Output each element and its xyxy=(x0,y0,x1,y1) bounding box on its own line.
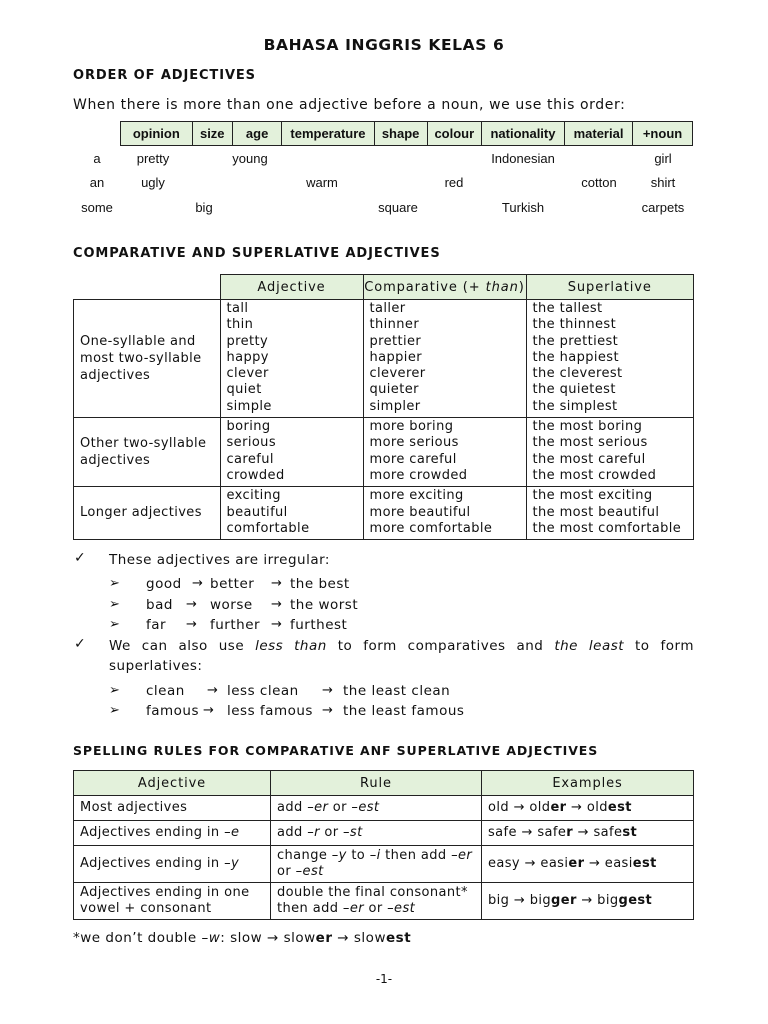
example-suffix: er xyxy=(550,799,567,815)
arrow-icon: → xyxy=(271,617,282,632)
example-suffix: est xyxy=(607,799,632,815)
comparative-word: more beautiful xyxy=(369,504,471,520)
adjective-word: simple xyxy=(226,398,272,414)
superlative-word: the simplest xyxy=(532,398,618,414)
adjective-text: Adjectives ending in xyxy=(80,824,225,840)
comparative-word: more careful xyxy=(369,451,457,467)
comparative-group-row xyxy=(74,418,694,487)
comparative-word: quieter xyxy=(369,382,419,398)
adjective-word: boring xyxy=(226,419,271,435)
arrow-icon: → xyxy=(271,576,282,591)
rule-text: then add xyxy=(277,901,343,916)
spelling-adjective xyxy=(74,821,271,846)
rule-text: then add xyxy=(380,847,452,863)
adjective-word: exciting xyxy=(226,488,281,504)
rule-text: or xyxy=(363,901,388,916)
example-suffix: ger xyxy=(551,892,577,908)
rule-text: double the final consonant* xyxy=(277,884,468,900)
arrow-icon: → xyxy=(581,892,593,908)
rule-text: or xyxy=(328,799,352,815)
example-word: some xyxy=(81,200,113,215)
comparative-word: prettier xyxy=(369,333,422,349)
order-col-shape: shape xyxy=(374,122,427,146)
example-word: cotton xyxy=(581,175,617,190)
comparative-word: thinner xyxy=(369,317,420,333)
rule-italic: –est xyxy=(351,799,380,815)
spelling-table xyxy=(73,770,694,920)
comparative-header-row xyxy=(74,275,694,300)
rule-text: add xyxy=(277,799,308,815)
arrow-icon: → xyxy=(186,617,197,632)
superlative-word: the happiest xyxy=(532,349,619,365)
irregular-base: far xyxy=(146,617,167,633)
spelling-example xyxy=(482,846,694,883)
superlative-word: the most beautiful xyxy=(532,504,660,520)
example-suffix: est xyxy=(632,855,657,871)
example-suffix: st xyxy=(622,824,638,840)
example-superlative: big xyxy=(597,892,619,908)
adjective-word: thin xyxy=(226,317,254,333)
arrow-icon: → xyxy=(203,703,214,718)
spelling-row xyxy=(74,883,694,920)
superlative-word: the most exciting xyxy=(532,488,653,504)
order-col-material: material xyxy=(565,122,633,146)
rule-text: or xyxy=(277,864,296,879)
footnote-text: slow xyxy=(278,930,316,946)
group-category: Longer adjectives xyxy=(74,487,221,540)
rule-italic: –i xyxy=(369,847,381,863)
rule-text: add xyxy=(277,824,308,840)
arrow-icon: → xyxy=(521,824,533,840)
spelling-row xyxy=(74,796,694,821)
comparative-group-row xyxy=(74,487,694,540)
rule-italic: –st xyxy=(343,824,363,840)
checkmark-icon: ✓ xyxy=(74,550,86,566)
superlative-word: the most boring xyxy=(532,419,643,435)
order-header-row xyxy=(121,122,693,146)
group-category: Other two-syllable adjectives xyxy=(74,418,221,487)
footnote-text: *we don’t double xyxy=(73,930,202,946)
arrow-icon: → xyxy=(322,703,333,718)
arrow-icon: → xyxy=(571,799,583,815)
superlative-cell xyxy=(526,300,694,418)
example-word: carpets xyxy=(641,200,685,215)
adjective-cell xyxy=(220,300,363,418)
example-word: shirt xyxy=(650,175,676,190)
spelling-rule xyxy=(271,796,482,821)
arrow-icon: → xyxy=(577,824,589,840)
example-base: safe xyxy=(488,824,517,840)
adjective-word: tall xyxy=(226,301,249,316)
example-word: Indonesian xyxy=(491,151,555,166)
spelling-rule xyxy=(271,883,482,920)
adjective-text: Adjectives ending in one xyxy=(80,884,250,900)
comparative-word: more boring xyxy=(369,419,454,435)
header-comparative xyxy=(363,275,526,300)
arrow-icon: → xyxy=(524,855,536,871)
adjective-word: comfortable xyxy=(226,520,310,536)
example-comparative: easi xyxy=(540,855,569,871)
header-comparative-prefix: Comparative (+ xyxy=(364,279,486,295)
adjective-word: crowded xyxy=(226,467,285,483)
blank-header-cell xyxy=(74,275,221,300)
spelling-header-row xyxy=(74,771,694,796)
comparative-word: happier xyxy=(369,349,422,365)
rule-italic: –r xyxy=(307,824,320,840)
adjective-word: careful xyxy=(226,451,274,467)
comparative-word: cleverer xyxy=(369,366,426,382)
adjective-text: Adjectives ending in xyxy=(80,855,225,871)
checkmark-icon: ✓ xyxy=(74,636,86,652)
spelling-header-rule: Rule xyxy=(271,771,482,796)
example-word: warm xyxy=(306,175,338,190)
irregular-comparative: better xyxy=(210,576,255,592)
arrow-icon: → xyxy=(513,892,526,908)
superlative-word: the tallest xyxy=(532,301,603,316)
irregular-superlative: the worst xyxy=(290,597,359,613)
comparative-table xyxy=(73,274,694,540)
irregular-base: bad xyxy=(146,597,173,613)
spelling-adjective xyxy=(74,846,271,883)
bullet-arrow-icon: ➢ xyxy=(109,576,120,591)
rule-text: or xyxy=(319,824,344,840)
less-base: clean xyxy=(146,683,185,699)
comparative-heading: COMPARATIVE AND SUPERLATIVE ADJECTIVES xyxy=(73,246,441,261)
order-heading: ORDER OF ADJECTIVES xyxy=(73,68,256,83)
superlative-word: the quietest xyxy=(532,382,616,398)
header-comparative-suffix: ) xyxy=(518,279,525,295)
superlative-word: the thinnest xyxy=(532,317,617,333)
example-word: big xyxy=(195,200,213,215)
order-col-size: size xyxy=(192,122,232,146)
arrow-icon: → xyxy=(192,576,203,591)
header-comparative-than: than xyxy=(485,279,519,295)
example-comparative: big xyxy=(529,892,552,908)
spelling-row xyxy=(74,846,694,883)
group-category: One-syllable and most two-syllable adjectives xyxy=(74,300,221,418)
bullet-arrow-icon: ➢ xyxy=(109,703,120,718)
comparative-word: taller xyxy=(369,301,406,316)
example-base: old xyxy=(488,799,510,815)
arrow-icon: → xyxy=(207,683,218,698)
page-title: BAHASA INGGRIS KELAS 6 xyxy=(263,36,505,54)
less-than-paragraph xyxy=(109,636,694,676)
adjective-word: clever xyxy=(226,366,269,382)
footnote-suffix: er xyxy=(315,930,333,946)
spelling-row xyxy=(74,821,694,846)
order-col-colour: colour xyxy=(427,122,481,146)
adjective-text: vowel + consonant xyxy=(80,901,212,916)
arrow-icon: → xyxy=(322,683,333,698)
comparative-group-row xyxy=(74,300,694,418)
rule-italic: –er xyxy=(307,799,329,815)
order-col-temperature: temperature xyxy=(282,122,374,146)
arrow-icon: → xyxy=(186,597,197,612)
comparative-word: more exciting xyxy=(369,488,464,504)
comparative-word: simpler xyxy=(369,398,421,414)
bullet-arrow-icon: ➢ xyxy=(109,617,120,632)
footnote xyxy=(73,930,411,946)
less-superlative: the least famous xyxy=(343,703,465,719)
order-col-nationality: nationality xyxy=(481,122,564,146)
comparative-cell xyxy=(363,487,526,540)
less-comparative: less clean xyxy=(227,683,299,699)
rule-italic: –er xyxy=(342,901,364,916)
irregular-comparative: worse xyxy=(210,597,253,613)
bullet-arrow-icon: ➢ xyxy=(109,597,120,612)
less-text-part: to form superlatives: xyxy=(109,638,694,674)
example-suffix: r xyxy=(566,824,574,840)
order-col-opinion: opinion xyxy=(121,122,193,146)
example-word: red xyxy=(444,175,464,190)
superlative-word: the most careful xyxy=(532,451,646,467)
arrow-icon: → xyxy=(266,930,279,946)
header-adjective: Adjective xyxy=(220,275,363,300)
example-suffix: gest xyxy=(618,892,653,908)
arrow-icon: → xyxy=(271,597,282,612)
example-base: easy xyxy=(488,855,521,871)
rule-text: to xyxy=(346,847,370,863)
example-word: Turkish xyxy=(501,200,545,215)
spelling-example xyxy=(482,883,694,920)
arrow-icon: → xyxy=(513,799,525,815)
superlative-word: the most comfortable xyxy=(532,520,682,536)
adjective-italic: –e xyxy=(224,824,240,840)
irregular-base: good xyxy=(146,576,182,592)
comparative-word: more serious xyxy=(369,435,459,451)
footnote-text: slow xyxy=(349,930,386,946)
adjective-word: beautiful xyxy=(226,504,288,520)
arrow-icon: → xyxy=(588,855,601,871)
less-text-part: to form comparatives and xyxy=(326,638,555,654)
less-text-italic: the least xyxy=(554,638,625,654)
example-word: a xyxy=(93,151,101,166)
example-word: ugly xyxy=(141,175,165,190)
rule-text: change xyxy=(277,847,332,863)
adjective-text: Most adjectives xyxy=(80,799,188,815)
adjective-cell xyxy=(220,418,363,487)
spelling-rule xyxy=(271,846,482,883)
superlative-word: the most crowded xyxy=(532,467,657,483)
spelling-rule xyxy=(271,821,482,846)
order-col-noun: +noun xyxy=(633,122,693,146)
rule-italic: –er xyxy=(451,847,473,863)
example-comparative: safe xyxy=(537,824,567,840)
adjective-word: pretty xyxy=(226,333,269,349)
example-superlative: safe xyxy=(593,824,623,840)
page-number: -1- xyxy=(375,972,393,986)
comparative-word: more comfortable xyxy=(369,520,493,536)
example-word: an xyxy=(89,175,105,190)
spelling-example xyxy=(482,796,694,821)
less-comparative: less famous xyxy=(227,703,313,719)
rule-italic: –y xyxy=(331,847,347,863)
spelling-adjective xyxy=(74,883,271,920)
order-intro: When there is more than one adjective before a noun, we use this order: xyxy=(73,97,626,113)
superlative-cell xyxy=(526,418,694,487)
irregular-superlative: furthest xyxy=(290,617,348,633)
comparative-cell xyxy=(363,418,526,487)
superlative-word: the most serious xyxy=(532,435,648,451)
order-table xyxy=(120,121,693,146)
rule-italic: –est xyxy=(387,901,416,916)
less-base: famous xyxy=(146,703,200,719)
irregular-superlative: the best xyxy=(290,576,350,592)
footnote-italic: –w xyxy=(201,930,221,946)
footnote-suffix: est xyxy=(386,930,412,946)
adjective-word: happy xyxy=(226,349,269,365)
example-word: pretty xyxy=(136,151,170,166)
adjective-cell xyxy=(220,487,363,540)
example-word: young xyxy=(232,151,268,166)
spelling-adjective xyxy=(74,796,271,821)
adjective-italic: –y xyxy=(224,855,240,871)
comparative-word: more crowded xyxy=(369,467,468,483)
spelling-heading: SPELLING RULES FOR COMPARATIVE ANF SUPERLATIVE ADJECTIVES xyxy=(73,743,599,758)
spelling-header-adjective: Adjective xyxy=(74,771,271,796)
example-word: girl xyxy=(654,151,672,166)
example-superlative: easi xyxy=(604,855,633,871)
superlative-word: the prettiest xyxy=(532,333,619,349)
example-word: square xyxy=(378,200,418,215)
spelling-example xyxy=(482,821,694,846)
header-superlative: Superlative xyxy=(526,275,694,300)
adjective-word: quiet xyxy=(226,382,262,398)
bullet-arrow-icon: ➢ xyxy=(109,683,120,698)
irregular-comparative: further xyxy=(210,617,261,633)
example-comparative: old xyxy=(529,799,551,815)
less-text-part: We can also use xyxy=(109,638,256,654)
superlative-cell xyxy=(526,487,694,540)
example-suffix: er xyxy=(568,855,585,871)
example-superlative: old xyxy=(586,799,608,815)
comparative-cell xyxy=(363,300,526,418)
irregular-intro: These adjectives are irregular: xyxy=(109,552,330,568)
footnote-text: : slow xyxy=(220,930,267,946)
superlative-word: the cleverest xyxy=(532,366,623,382)
order-col-age: age xyxy=(232,122,282,146)
rule-italic: –est xyxy=(295,864,324,879)
arrow-icon: → xyxy=(337,930,350,946)
example-base: big xyxy=(488,892,510,908)
less-superlative: the least clean xyxy=(343,683,451,699)
less-text-italic: less than xyxy=(255,638,327,654)
adjective-word: serious xyxy=(226,435,276,451)
spelling-header-examples: Examples xyxy=(482,771,694,796)
